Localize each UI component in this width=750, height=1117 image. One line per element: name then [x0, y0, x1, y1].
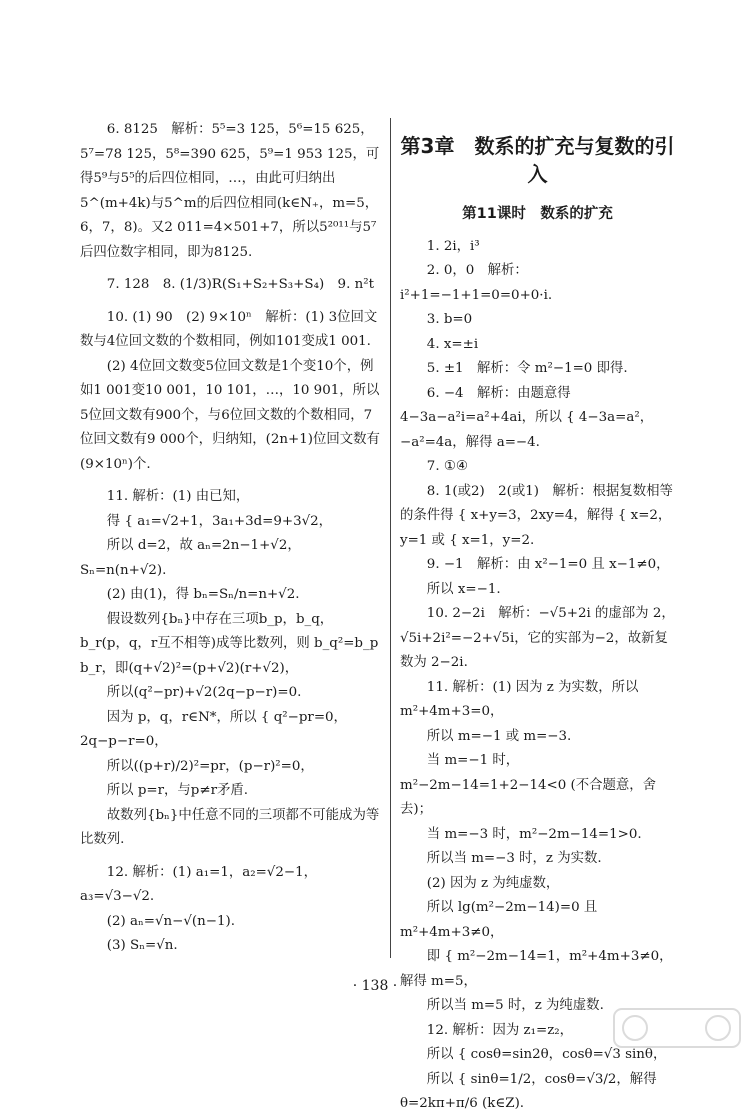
answer-r4: 4. x=±i [426, 336, 479, 352]
chapter-title: 第3章 数系的扩充与复数的引入 [400, 134, 675, 186]
answer-11-line: 所以 p=r，与p≠r矛盾. [106, 783, 249, 798]
answer-r11-line: 所以当 m=−3 时，z 为实数. [426, 851, 602, 866]
answer-10: 10. (1) 90 (2) 9×10ⁿ 解析：(1) 3位回文数与4位回文数的个数相同，例如101变成1 001. [80, 309, 378, 349]
answer-10-part2: (2) 4位回文数变5位回文数是1个变10个，例如1 001变10 001，10 101，…，10 901，所以5位回文数有900个，与6位回文数的个数相同，7位回文数有9 000个，归纳知，(2n+1)位回文数有(9×10ⁿ)个. [80, 358, 380, 472]
answer-r11-line: 当 m=−1 时，m²−2m−14=1+2−14<0 (不合题意，舍去)； [400, 753, 657, 817]
answer-r7: 7. ①④ [426, 459, 468, 474]
answer-r1: 1. 2i，i³ [426, 238, 480, 254]
answer-r12-line: 所以 { cosθ=sin2θ，cosθ=√3 sinθ， [426, 1047, 667, 1062]
answer-r11: 11. 解析：(1) 因为 z 为实数，所以 m²+4m+3=0， [400, 679, 639, 719]
answer-11: 11. 解析：(1) 由已知， [106, 489, 250, 504]
answer-r3: 3. b=0 [426, 312, 473, 327]
answer-11-line: 因为 p，q，r∈N*，所以 { q²−pr=0，2q−p−r=0， [80, 709, 347, 749]
answer-11-conclusion: 故数列{bₙ}中任意不同的三项都不可能成为等比数列. [80, 807, 380, 847]
page-number: · 138 · [352, 978, 398, 994]
right-column [400, 118, 675, 1117]
answer-6: 6. 8125 解析：5⁵=3 125，5⁶=15 625，5⁷=78 125，5⁸=390 625，5⁹=1 953 125，可得5⁹与5⁵的后四位相同，…，由此可归纳出5^(m+4k)与5^m的后四位相同(k∈N₊，m=5，6，7，8)。又2 011=4×501+7，所以5²⁰¹¹与5⁷后四位数字相同，即为8125. [80, 122, 380, 260]
answer-r8: 8. 1(或2) 2(或1) 解析：根据复数相等的条件得 { x+y=3，2xy=4，解得 { x=2，y=1 或 { x=1，y=2. [400, 483, 673, 548]
answer-11-line: 假设数列{bₙ}中存在三项b_p，b_q，b_r(p，q，r互不相等)成等比数列，则 b_q²=b_p b_r，即(q+√2)²=(p+√2)(r+√2)， [80, 611, 379, 676]
answer-11-line: 所以((p+r)/2)²=pr，(p−r)²=0， [106, 758, 314, 774]
answer-11-line: 所以 d=2，故 aₙ=2n−1+√2，Sₙ=n(n+√2). [80, 538, 301, 578]
answer-r9-line: 所以 x=−1. [426, 581, 501, 597]
answer-7-9: 7. 128 8. (1/3)R(S₁+S₂+S₃+S₄) 9. n²t [106, 277, 374, 292]
answer-r5: 5. ±1 解析：令 m²−1=0 即得. [426, 361, 628, 376]
answer-r6: 6. −4 解析：由题意得 4−3a−a²i=a²+4ai，所以 { 4−3a=a²，−a²=4a，解得 a=−4. [400, 385, 654, 450]
answer-r9: 9. −1 解析：由 x²−1=0 且 x−1≠0， [426, 557, 670, 572]
answer-r11-line: (2) 因为 z 为纯虚数， [426, 875, 560, 891]
answer-12-line: (2) aₙ=√n−√(n−1). [106, 913, 235, 929]
answer-r10: 10. 2−2i 解析：−√5+2i 的虚部为 2，√5i+2i²=−2+√5i，它的实部为−2，故新复数为 2−2i. [400, 606, 675, 670]
answer-11-line: (2) 由(1)，得 bₙ=Sₙ/n=n+√2. [106, 587, 300, 602]
answer-r11-line: 所以 lg(m²−2m−14)=0 且 m²+4m+3≠0， [400, 900, 598, 940]
answer-r11-line: 所以 m=−1 或 m=−3. [426, 728, 572, 744]
answer-r12: 12. 解析：因为 z₁=z₂， [426, 1022, 574, 1038]
column-divider [390, 118, 391, 958]
answer-r11-line: 即 { m²−2m−14=1，m²+4m+3≠0，解得 m=5， [400, 949, 673, 989]
answer-12-line: (3) Sₙ=√n. [106, 938, 178, 953]
answer-r2: 2. 0，0 解析：i²+1=−1+1=0=0+0·i. [400, 263, 553, 303]
lesson-title: 第11课时 数系的扩充 [462, 206, 613, 222]
answer-r11-line: 当 m=−3 时，m²−2m−14=1>0. [426, 826, 642, 842]
left-column [80, 118, 380, 959]
answer-r11-line: 所以当 m=5 时，z 为纯虚数. [426, 998, 604, 1013]
answer-11-system: 得 { a₁=√2+1，3a₁+3d=9+3√2， [106, 513, 333, 529]
answer-11-line: 所以(q²−pr)+√2(2q−p−r)=0. [106, 685, 302, 700]
answer-12: 12. 解析：(1) a₁=1，a₂=√2−1，a₃=√3−√2. [80, 864, 317, 904]
watermark-logo-icon [612, 1005, 742, 1051]
answer-r12-line: 所以 { sinθ=1/2，cosθ=√3/2，解得 θ=2kπ+π/6 (k∈Z). [400, 1071, 657, 1111]
